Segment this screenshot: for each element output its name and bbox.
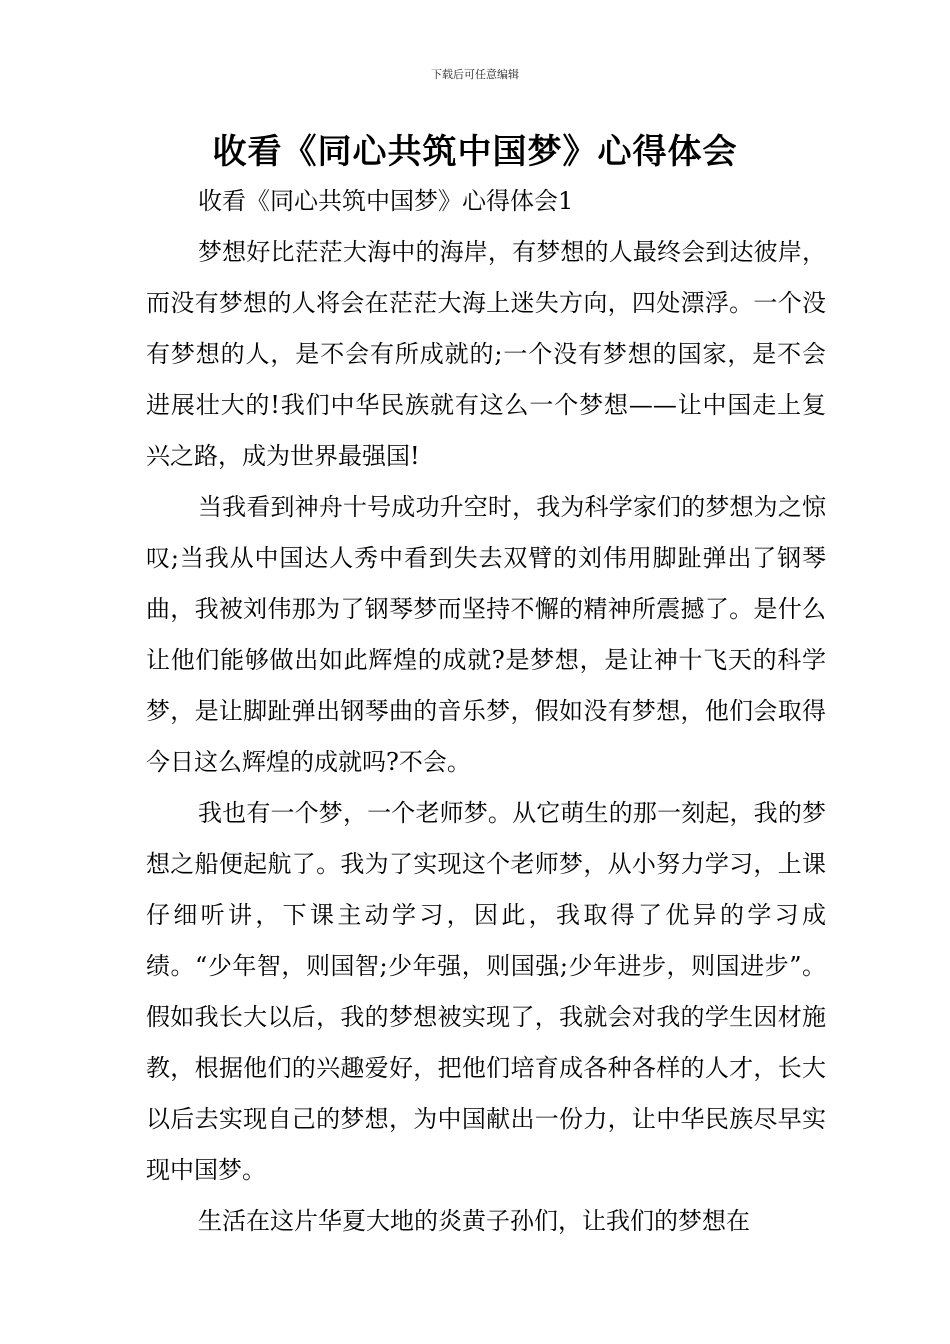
paragraph: 我也有一个梦，一个老师梦。从它萌生的那一刻起，我的梦想之船便起航了。我为了实现这个老师梦，从小努力学习，上课仔细听讲，下课主动学习，因此，我取得了优异的学习成绩。“少年智，则国智;少年强，则国强;少年进步，则国进步”。假如我长大以后，我的梦想被实现了，我就会对我的学生因材施教，根据他们的兴趣爱好，把他们培育成各种各样的人才，长大以后去实现自己的梦想，为中国献出一份力，让中华民族尽早实现中国梦。 bbox=[146, 799, 826, 1184]
document-body bbox=[146, 176, 826, 1247]
paragraph: 当我看到神舟十号成功升空时，我为科学家们的梦想为之惊叹;当我从中国达人秀中看到失去双臂的刘伟用脚趾弹出了钢琴曲，我被刘伟那为了钢琴梦而坚持不懈的精神所震撼了。是什么让他们能够做出如此辉煌的成就?是梦想，是让神十飞天的科学梦，是让脚趾弹出钢琴曲的音乐梦，假如没有梦想，他们会取得今日这么辉煌的成就吗?不会。 bbox=[146, 493, 826, 776]
document-title: 收看《同心共筑中国梦》心得体会 bbox=[212, 132, 738, 172]
section-subtitle: 收看《同心共筑中国梦》心得体会1 bbox=[198, 187, 574, 215]
header-note: 下载后可任意编辑 bbox=[431, 68, 519, 81]
paragraph: 生活在这片华夏大地的炎黄子孙们，让我们的梦想在 bbox=[198, 1207, 750, 1235]
paragraph: 梦想好比茫茫大海中的海岸，有梦想的人最终会到达彼岸，而没有梦想的人将会在茫茫大海上迷失方向，四处漂浮。一个没有梦想的人，是不会有所成就的;一个没有梦想的国家，是不会进展壮大的!我们中华民族就有这么一个梦想——让中国走上复兴之路，成为世界最强国! bbox=[146, 238, 826, 470]
